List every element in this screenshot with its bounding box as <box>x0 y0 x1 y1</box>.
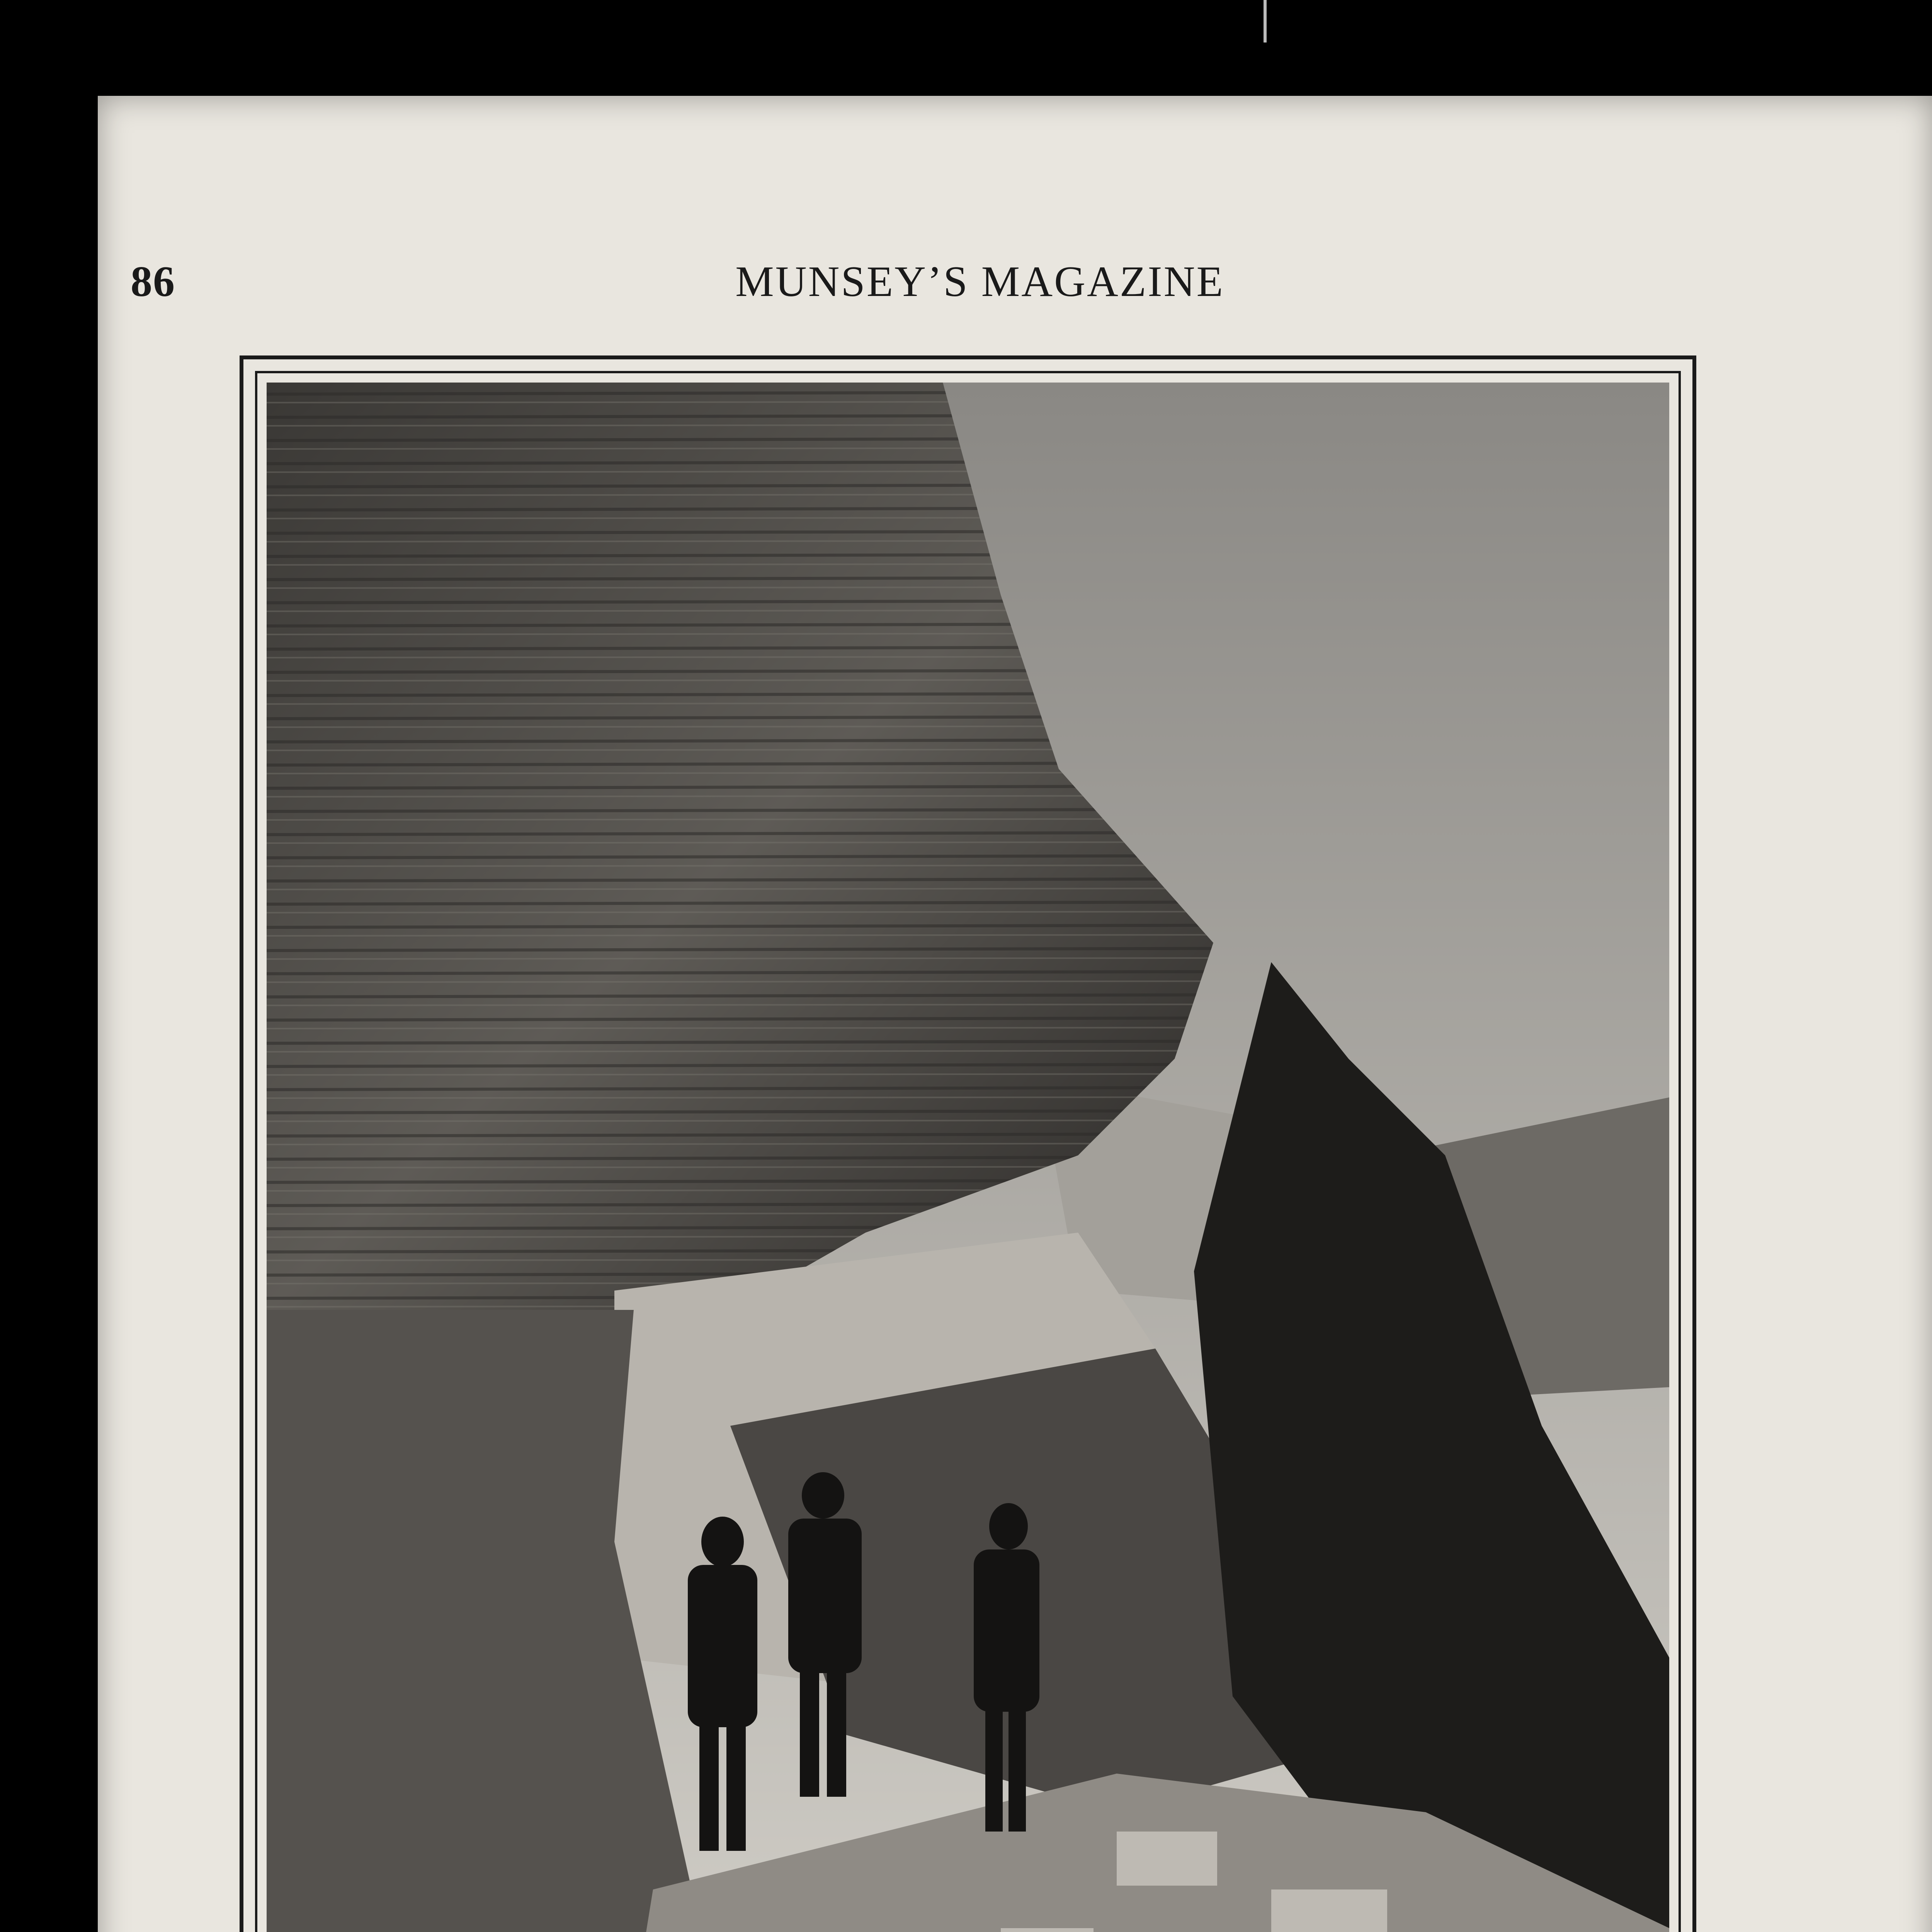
film-scratch <box>1264 0 1267 43</box>
shale-outcrop-photo <box>267 383 1669 1932</box>
magazine-title: MUNSEY’S MAGAZINE <box>735 258 1225 306</box>
photo-illustration <box>267 383 1669 1932</box>
page-number: 86 <box>131 258 175 306</box>
photo-frame <box>240 355 1696 1932</box>
running-header <box>0 257 1932 307</box>
